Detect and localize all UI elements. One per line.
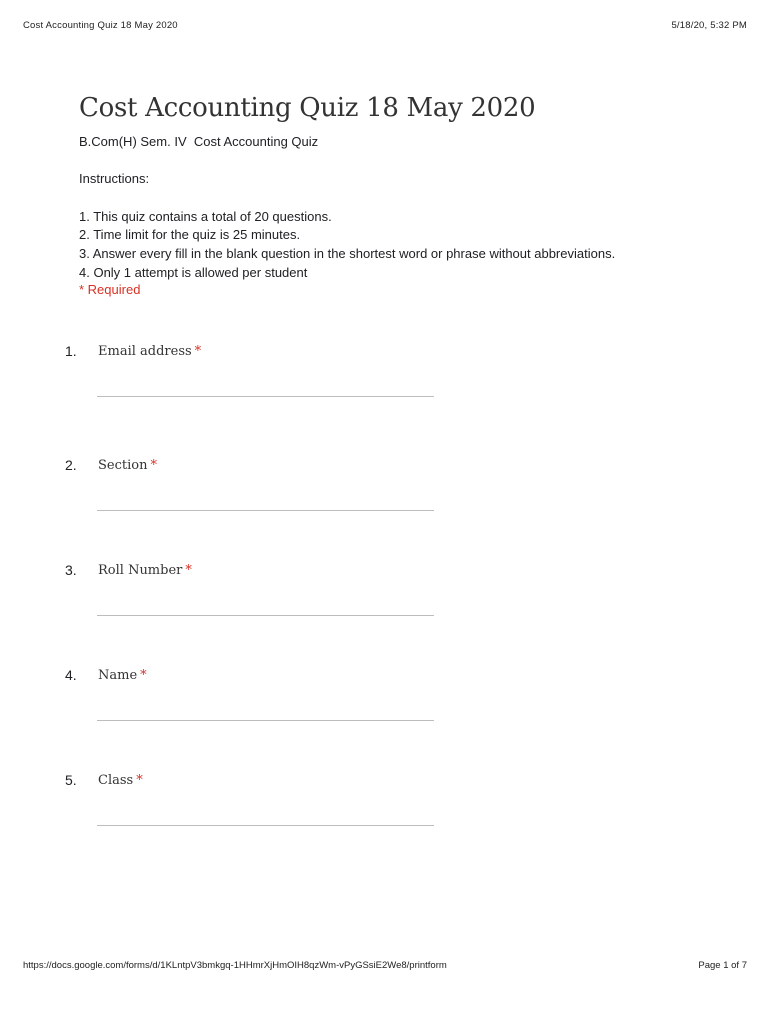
question-number: 2. [65, 457, 77, 473]
required-asterisk: * [150, 458, 157, 473]
description-line: 1. This quiz contains a total of 20 questions. [79, 208, 332, 224]
question-label [98, 563, 192, 578]
description-line [79, 189, 719, 208]
form-description [79, 133, 719, 283]
question-label-text: Email address [98, 344, 192, 359]
question-label-text: Class [98, 773, 134, 788]
question-roll-number [0, 562, 770, 652]
name-input[interactable] [97, 720, 434, 721]
print-header-title: Cost Accounting Quiz 18 May 2020 [23, 20, 178, 31]
roll-number-input[interactable] [97, 615, 434, 616]
class-input[interactable] [97, 825, 434, 826]
question-number: 1. [65, 343, 77, 359]
description-line: Instructions: [79, 171, 150, 187]
description-line: 4. Only 1 attempt is allowed per student [79, 264, 308, 280]
question-label [98, 344, 201, 359]
required-asterisk: * [194, 344, 202, 359]
email-input[interactable] [97, 396, 434, 397]
print-header-datetime: 5/18/20, 5:32 PM [671, 20, 747, 31]
question-name [0, 667, 770, 757]
description-line [79, 152, 719, 171]
section-input[interactable] [97, 510, 434, 511]
question-label-text: Roll Number [98, 563, 183, 578]
question-email [0, 343, 770, 433]
description-line: 2. Time limit for the quiz is 25 minutes. [79, 227, 301, 243]
question-section [0, 457, 770, 547]
required-asterisk: * [185, 563, 192, 578]
question-class [0, 772, 770, 862]
question-label [98, 458, 157, 473]
question-number: 3. [65, 562, 77, 578]
required-note: * Required [79, 282, 141, 297]
description-line: 3. Answer every fill in the blank question in the shortest word or phrase without abbreviations. [79, 246, 616, 262]
question-number: 5. [65, 772, 77, 788]
required-asterisk: * [136, 773, 143, 788]
print-footer [23, 960, 747, 974]
question-number: 4. [65, 667, 77, 683]
question-label-text: Name [98, 668, 138, 683]
required-asterisk: * [140, 668, 147, 683]
print-header [23, 20, 747, 34]
page-indicator: Page 1 of 7 [698, 960, 747, 971]
question-label-text: Section [98, 458, 148, 473]
description-line: B.Com(H) Sem. IV Cost Accounting Quiz [79, 134, 319, 149]
form-title: Cost Accounting Quiz 18 May 2020 [79, 93, 536, 123]
question-label [98, 773, 143, 788]
print-footer-url: https://docs.google.com/forms/d/1KLntpV3bmkgq-1HHmrXjHmOIH8qzWm-vPyGSsiE2We8/printform [23, 960, 447, 971]
question-label [98, 668, 147, 683]
